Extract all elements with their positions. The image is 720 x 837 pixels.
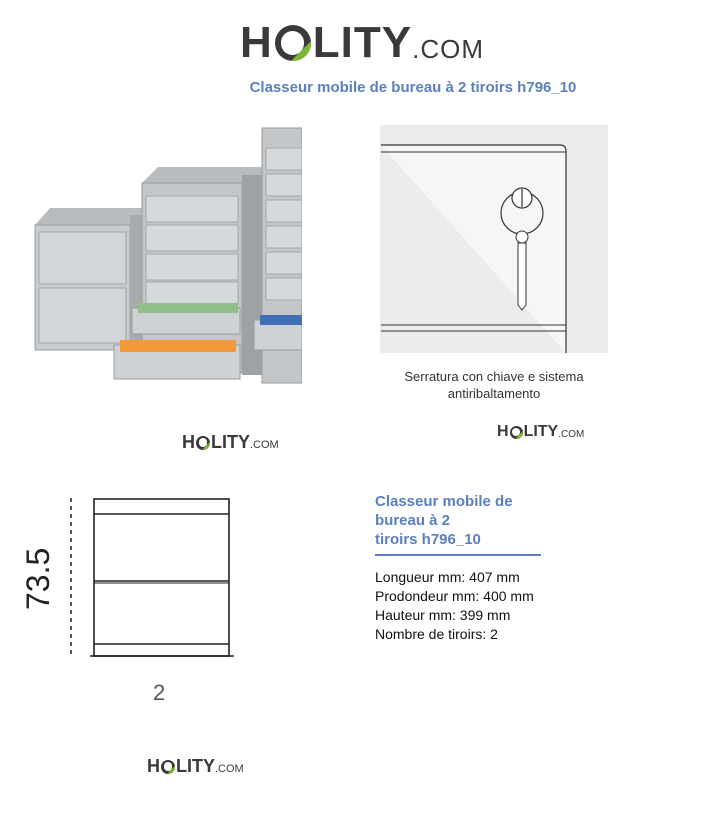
info-title: Classeur mobile de bureau à 2 tiroirs h796_10 (375, 493, 513, 548)
spec-list (375, 568, 545, 644)
product-photo[interactable] (30, 120, 302, 390)
spec-length: Longueur mm: 407 mm (375, 569, 520, 585)
brand-logo-small: H LITY .COM (182, 432, 279, 452)
dimension-drawing (30, 490, 250, 670)
logo-o-icon (510, 426, 523, 439)
spec-drawers: Nombre de tiroirs: 2 (375, 626, 498, 642)
lock-caption: Serratura con chiave e sistema antiribaltamento (404, 369, 584, 401)
cabinet-illustration (30, 120, 302, 390)
info-divider (375, 554, 541, 556)
spec-depth: Prodondeur mm: 400 mm (375, 588, 534, 604)
width-dimension-label: 2 (153, 680, 166, 705)
brand-logo-small: H LITY .COM (497, 423, 585, 440)
logo-o-icon (161, 760, 175, 774)
logo-o-icon (196, 436, 210, 450)
logo-o-icon (275, 25, 311, 61)
height-dimension-label: 73.5 (20, 547, 56, 610)
page-title: Classeur mobile de bureau à 2 tiroirs h796_10 (249, 79, 577, 96)
product-info (375, 492, 545, 644)
lock-illustration (380, 125, 608, 353)
brand-logo-small: H LITY .COM (147, 756, 244, 776)
brand-logo[interactable]: H LITY .COM (240, 18, 484, 67)
cabinet-front-outline (30, 490, 250, 670)
spec-height: Hauteur mm: 399 mm (375, 607, 511, 623)
lock-detail-image[interactable] (380, 125, 608, 353)
